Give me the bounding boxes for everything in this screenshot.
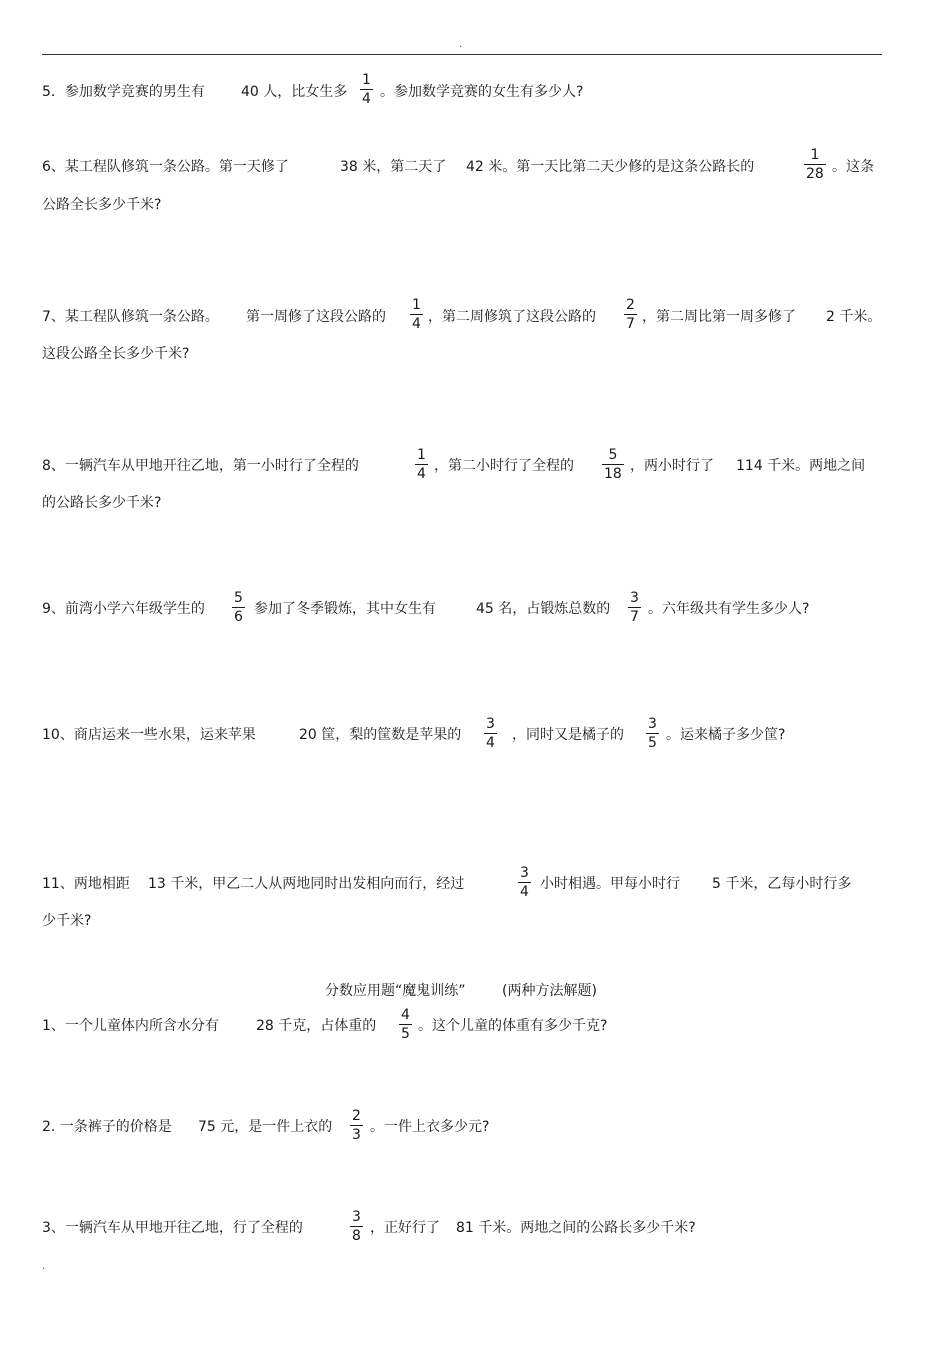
- problem-8-text-e: 的公路长多少千米?: [42, 495, 162, 511]
- drill-1-text-a: 1、一个儿童体内所含水分有: [42, 1018, 219, 1034]
- problem-6-text-e: 公路全长多少千米?: [42, 197, 162, 213]
- drill-2-text-c: 。一件上衣多少元?: [370, 1119, 490, 1135]
- fraction-denominator: 18: [604, 466, 622, 482]
- fraction-numerator: 1: [412, 297, 421, 313]
- fraction: [415, 447, 428, 482]
- problem-5-text-c: 。参加数学竞赛的女生有多少人?: [380, 84, 584, 100]
- fraction-numerator: 3: [352, 1209, 361, 1225]
- drill-1-text-b: 28 千克，占体重的: [256, 1018, 377, 1034]
- fraction-denominator: 4: [417, 466, 426, 482]
- problem-8-text-d: 114 千米。两地之间: [736, 458, 866, 474]
- fraction-numerator: 1: [810, 147, 820, 163]
- fraction: [410, 297, 423, 332]
- problem-7-text-c: ，第二周修筑了这段公路的: [428, 309, 596, 325]
- problem-9-text-d: 。六年级共有学生多少人?: [648, 601, 810, 617]
- fraction: [360, 72, 373, 107]
- fraction-numerator: 1: [417, 447, 426, 463]
- header-dot: .: [459, 39, 463, 50]
- problem-8-text-b: ，第二小时行了全程的: [434, 458, 574, 474]
- problem-5-text-a: 5．参加数学竞赛的男生有: [42, 84, 205, 100]
- section-title: 分数应用题“魔鬼训练”: [325, 983, 466, 999]
- fraction-numerator: 2: [626, 297, 635, 313]
- fraction-denominator: 3: [352, 1127, 361, 1143]
- problem-11-text-d: 5 千米，乙每小时行多: [712, 876, 852, 892]
- fraction: [350, 1108, 363, 1143]
- problem-9-text-c: 45 名，占锻炼总数的: [476, 601, 611, 617]
- fraction-numerator: 2: [352, 1108, 361, 1124]
- problem-10-text-a: 10、商店运来一些水果，运来苹果: [42, 727, 256, 743]
- drill-1-text-c: 。这个儿童的体重有多少千克?: [418, 1018, 608, 1034]
- drill-2-text-b: 75 元，是一件上衣的: [198, 1119, 333, 1135]
- fraction-denominator: 6: [234, 609, 243, 625]
- problem-6-text-c: 42 米。第一天比第二天少修的是这条公路长的: [466, 159, 755, 175]
- fraction: [646, 716, 659, 751]
- fraction: [602, 447, 624, 482]
- fraction-denominator: 5: [401, 1026, 410, 1042]
- fraction-denominator: 28: [806, 166, 824, 182]
- drill-3-text-a: 3、一辆汽车从甲地开往乙地，行了全程的: [42, 1220, 303, 1236]
- problem-6-text-a: 6、某工程队修筑一条公路。第一天修了: [42, 159, 289, 175]
- fraction: [624, 297, 637, 332]
- fraction-numerator: 5: [608, 447, 618, 463]
- problem-8-text-a: 8、一辆汽车从甲地开往乙地，第一小时行了全程的: [42, 458, 359, 474]
- problem-11-text-a: 11、两地相距: [42, 876, 130, 892]
- header-rule: [42, 54, 882, 55]
- problem-7-text-f: 这段公路全长多少千米?: [42, 346, 190, 362]
- fraction-numerator: 3: [648, 716, 657, 732]
- fraction-denominator: 5: [648, 735, 657, 751]
- section-subtitle: (两种方法解题): [502, 983, 597, 999]
- problem-9-text-a: 9、前湾小学六年级学生的: [42, 601, 205, 617]
- problem-6-text-d: 。这条: [832, 159, 874, 175]
- problem-9-text-b: 参加了冬季锻炼，其中女生有: [254, 601, 436, 617]
- drill-2-text-a: 2. 一条裤子的价格是: [42, 1119, 172, 1135]
- fraction: [232, 590, 245, 625]
- drill-3-text-c: 81 千米。两地之间的公路长多少千米?: [456, 1220, 696, 1236]
- fraction-denominator: 7: [626, 316, 635, 332]
- fraction-numerator: 1: [362, 72, 371, 88]
- problem-10-text-d: 。运来橘子多少筐?: [666, 727, 786, 743]
- problem-11-text-e: 少千米?: [42, 913, 92, 929]
- problem-6-text-b: 38 米，第二天了: [340, 159, 447, 175]
- fraction-numerator: 3: [630, 590, 639, 606]
- fraction-denominator: 4: [486, 735, 495, 751]
- problem-10-text-c: ，同时又是橘子的: [512, 727, 624, 743]
- problem-7-text-a: 7、某工程队修筑一条公路。: [42, 309, 219, 325]
- fraction: [484, 716, 497, 751]
- problem-7-text-e: 2 千米。: [826, 309, 882, 325]
- fraction-numerator: 3: [520, 865, 529, 881]
- fraction-denominator: 4: [412, 316, 421, 332]
- problem-7-text-b: 第一周修了这段公路的: [246, 309, 386, 325]
- problem-7-text-d: ，第二周比第一周多修了: [642, 309, 796, 325]
- fraction: [804, 147, 826, 182]
- problem-11-text-b: 13 千米，甲乙二人从两地同时出发相向而行，经过: [148, 876, 465, 892]
- drill-3-text-b: ，正好行了: [370, 1220, 440, 1236]
- problem-5-text-b: 40 人，比女生多: [241, 84, 348, 100]
- fraction-denominator: 7: [630, 609, 639, 625]
- fraction: [628, 590, 641, 625]
- fraction: [350, 1209, 363, 1244]
- fraction-denominator: 8: [352, 1228, 361, 1244]
- fraction: [399, 1007, 412, 1042]
- fraction-numerator: 5: [234, 590, 243, 606]
- fraction-numerator: 3: [486, 716, 495, 732]
- problem-11-text-c: 小时相遇。甲每小时行: [540, 876, 680, 892]
- fraction-denominator: 4: [520, 884, 529, 900]
- footer-dot: .: [42, 1261, 46, 1272]
- problem-8-text-c: ，两小时行了: [630, 458, 714, 474]
- fraction: [518, 865, 531, 900]
- fraction-numerator: 4: [401, 1007, 410, 1023]
- fraction-denominator: 4: [362, 91, 371, 107]
- problem-10-text-b: 20 筐，梨的筐数是苹果的: [299, 727, 462, 743]
